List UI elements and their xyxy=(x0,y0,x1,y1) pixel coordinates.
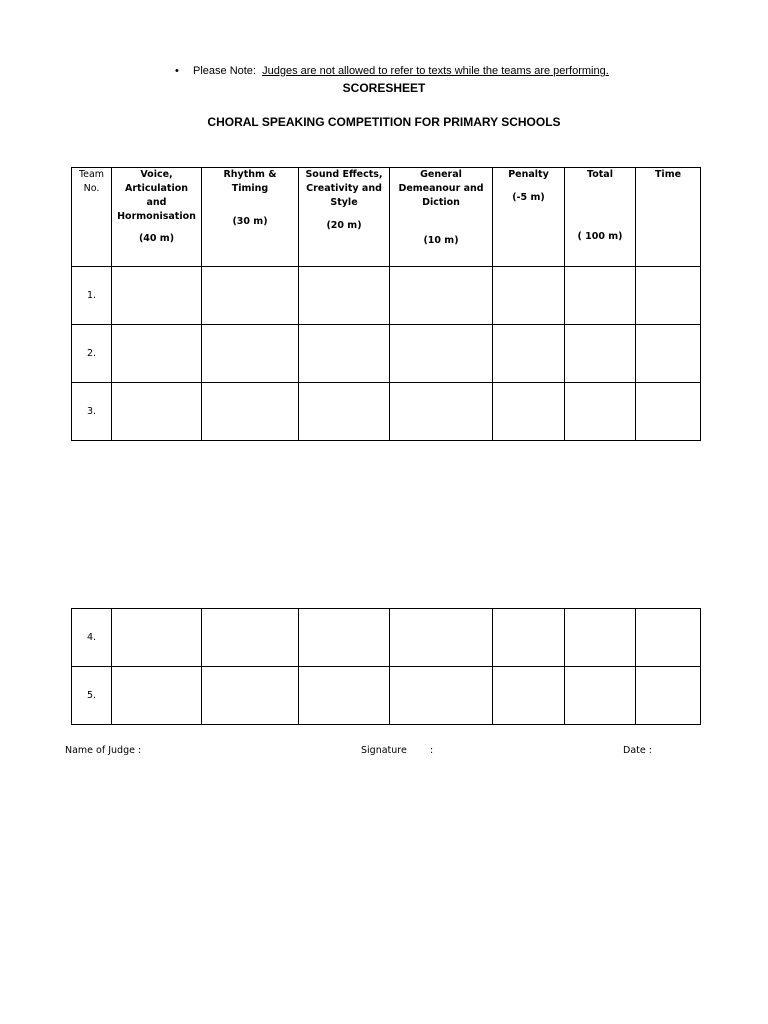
scoresheet-table-top xyxy=(71,167,701,441)
header-penalty: Penalty (-5 m) xyxy=(493,168,565,267)
score-cell[interactable] xyxy=(493,667,565,725)
header-row xyxy=(72,168,701,267)
score-cell[interactable] xyxy=(636,609,701,667)
score-cell[interactable] xyxy=(565,609,636,667)
team-number: 3. xyxy=(72,383,112,441)
points-total: ( 100 m) xyxy=(577,231,623,242)
score-cell[interactable] xyxy=(493,609,565,667)
score-cell[interactable] xyxy=(636,325,701,383)
score-cell[interactable] xyxy=(390,325,493,383)
score-cell[interactable] xyxy=(112,325,202,383)
team-number: 1. xyxy=(72,267,112,325)
score-cell[interactable] xyxy=(565,667,636,725)
score-cell[interactable] xyxy=(636,667,701,725)
signature-label: Signature xyxy=(361,745,407,756)
note-line xyxy=(175,65,609,77)
score-cell[interactable] xyxy=(493,325,565,383)
score-cell[interactable] xyxy=(390,383,493,441)
score-cell[interactable] xyxy=(299,667,390,725)
score-cell[interactable] xyxy=(390,609,493,667)
score-cell[interactable] xyxy=(493,267,565,325)
score-cell[interactable] xyxy=(299,325,390,383)
table-row xyxy=(72,383,701,441)
table-row xyxy=(72,667,701,725)
score-cell[interactable] xyxy=(112,383,202,441)
score-cell[interactable] xyxy=(299,609,390,667)
header-voice: Voice, Articulation and Hormonisation (40 m) xyxy=(112,168,202,267)
score-cell[interactable] xyxy=(390,267,493,325)
table-row xyxy=(72,325,701,383)
date-label: Date : xyxy=(623,745,652,756)
score-cell[interactable] xyxy=(565,325,636,383)
points-rhythm: (30 m) xyxy=(232,216,268,227)
header-general: General Demeanour and Diction (10 m) xyxy=(390,168,493,267)
score-cell[interactable] xyxy=(636,383,701,441)
header-time: Time xyxy=(636,168,701,267)
score-cell[interactable] xyxy=(112,267,202,325)
signature-colon: : xyxy=(430,745,434,756)
points-general: (10 m) xyxy=(423,235,459,246)
header-rhythm: Rhythm & Timing (30 m) xyxy=(202,168,299,267)
points-sound-effects: (20 m) xyxy=(326,220,362,231)
score-cell[interactable] xyxy=(565,267,636,325)
score-cell[interactable] xyxy=(202,609,299,667)
score-cell[interactable] xyxy=(299,267,390,325)
team-number: 4. xyxy=(72,609,112,667)
page-subtitle: CHORAL SPEAKING COMPETITION FOR PRIMARY SCHOOLS xyxy=(207,115,561,129)
header-total: Total ( 100 m) xyxy=(565,168,636,267)
score-cell[interactable] xyxy=(299,383,390,441)
team-number: 2. xyxy=(72,325,112,383)
score-cell[interactable] xyxy=(202,267,299,325)
header-sound-effects: Sound Effects, Creativity and Style (20 m) xyxy=(299,168,390,267)
header-team-no: Team No. xyxy=(72,168,112,267)
judge-name-label: Name of Judge : xyxy=(65,745,142,756)
score-cell[interactable] xyxy=(202,667,299,725)
points-penalty: (-5 m) xyxy=(512,192,545,203)
score-cell[interactable] xyxy=(202,325,299,383)
note-text: Judges are not allowed to refer to texts while the teams are performing. xyxy=(262,65,609,77)
team-number: 5. xyxy=(72,667,112,725)
score-cell[interactable] xyxy=(565,383,636,441)
table-row xyxy=(72,267,701,325)
score-cell[interactable] xyxy=(202,383,299,441)
score-cell[interactable] xyxy=(493,383,565,441)
bullet-icon: • xyxy=(175,65,179,77)
note-prefix: Please Note: xyxy=(193,65,256,77)
score-cell[interactable] xyxy=(636,267,701,325)
scoresheet-table-bottom xyxy=(71,608,701,725)
score-cell[interactable] xyxy=(112,609,202,667)
table-row xyxy=(72,609,701,667)
score-cell[interactable] xyxy=(112,667,202,725)
score-cell[interactable] xyxy=(390,667,493,725)
page-title: SCORESHEET xyxy=(342,81,426,95)
points-voice: (40 m) xyxy=(138,233,175,244)
